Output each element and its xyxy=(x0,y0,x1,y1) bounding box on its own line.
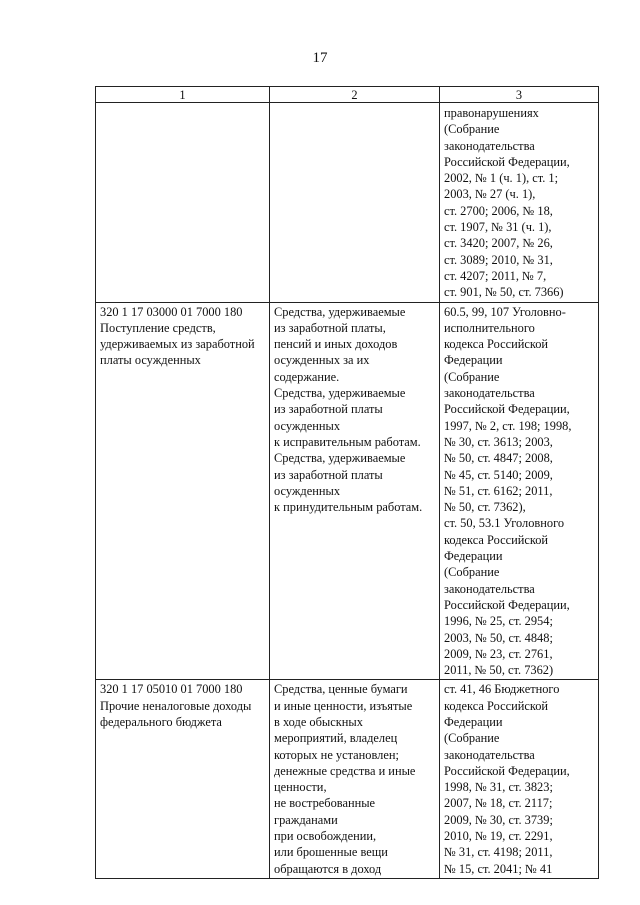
cell-line: мероприятий, владелец xyxy=(274,731,398,746)
cell-line: 2007, № 18, ст. 2117; xyxy=(444,796,553,811)
cell-text xyxy=(100,304,266,369)
cell-line: Федерации xyxy=(444,714,503,729)
cell-line: гражданами xyxy=(274,812,338,827)
cell-line: (Собрание xyxy=(444,565,500,580)
column-header-1: 1 xyxy=(96,87,270,103)
cell-line: ст. 50, 53.1 Уголовного xyxy=(444,516,565,531)
cell-line: кодекса Российской xyxy=(444,698,549,713)
cell-line: кодекса Российской xyxy=(444,532,549,547)
cell-line: ст. 901, № 50, ст. 7366) xyxy=(444,285,564,300)
cell-text xyxy=(444,304,595,679)
cell-line: ценности, xyxy=(274,780,327,795)
cell-line: № 31, ст. 4198; 2011, xyxy=(444,845,553,860)
table-row xyxy=(96,302,599,680)
cell-line: 2003, № 27 (ч. 1), xyxy=(444,187,536,202)
cell-line: (Собрание xyxy=(444,122,500,137)
table-cell-col1 xyxy=(96,302,270,680)
cell-line: к принудительным работам. xyxy=(274,500,423,515)
cell-line: осужденных xyxy=(274,483,341,498)
table-cell-col2 xyxy=(270,302,440,680)
cell-line: в ходе обыскных xyxy=(274,714,363,729)
cell-line: правонарушениях xyxy=(444,106,539,120)
cell-line: 320 1 17 05010 01 7000 180 xyxy=(100,682,243,697)
cell-line: осужденных за их xyxy=(274,353,370,368)
table-cell-col1 xyxy=(96,103,270,303)
cell-line: 2002, № 1 (ч. 1), ст. 1; xyxy=(444,171,559,186)
cell-line: кодекса Российской xyxy=(444,337,549,352)
cell-line: при освобождении, xyxy=(274,829,377,844)
cell-text xyxy=(444,104,595,301)
cell-line: ст. 1907, № 31 (ч. 1), xyxy=(444,220,552,235)
cell-text xyxy=(100,104,266,105)
cell-line: и иные ценности, изъятые xyxy=(274,698,413,713)
cell-text xyxy=(100,681,266,730)
header-row xyxy=(96,87,599,103)
cell-line: федерального бюджета xyxy=(100,714,222,729)
cell-line: из заработной платы, xyxy=(274,320,386,335)
cell-line: Российской Федерации, xyxy=(444,402,570,417)
table-cell-col1 xyxy=(96,680,270,879)
cell-line: удерживаемых из заработной xyxy=(100,337,255,352)
cell-line: законодательства xyxy=(444,386,535,401)
cell-line: № 15, ст. 2041; № 41 xyxy=(444,861,553,876)
cell-line: 320 1 17 03000 01 7000 180 xyxy=(100,304,243,319)
table-cell-col3 xyxy=(440,302,599,680)
page-number: 17 xyxy=(312,50,328,66)
table-cell-col3 xyxy=(440,103,599,303)
cell-line: Средства, ценные бумаги xyxy=(274,682,408,697)
cell-line: Федерации xyxy=(444,549,503,564)
cell-line: или брошенные вещи xyxy=(274,845,388,860)
cell-line: содержание. xyxy=(274,369,340,384)
table-row xyxy=(96,103,599,303)
cell-line: ст. 3089; 2010, № 31, xyxy=(444,252,553,267)
column-header-2: 2 xyxy=(270,87,440,103)
cell-line: ст. 3420; 2007, № 26, xyxy=(444,236,553,251)
cell-line: 1998, № 31, ст. 3823; xyxy=(444,780,553,795)
cell-line: (Собрание xyxy=(444,369,500,384)
cell-text xyxy=(274,681,436,877)
cell-line: которых не установлен; xyxy=(274,747,399,762)
cell-line: Средства, удерживаемые xyxy=(274,386,406,401)
cell-line: Прочие неналоговые доходы xyxy=(100,698,252,713)
cell-line: 2010, № 19, ст. 2291, xyxy=(444,829,553,844)
cell-line: обращаются в доход xyxy=(274,861,382,876)
cell-line: пенсий и иных доходов xyxy=(274,337,398,352)
cell-line: № 50, ст. 7362), xyxy=(444,500,526,515)
cell-line: 2009, № 23, ст. 2761, xyxy=(444,646,553,661)
cell-line: исполнительного xyxy=(444,320,535,335)
cell-line: Средства, удерживаемые xyxy=(274,451,406,466)
cell-line: № 30, ст. 3613; 2003, xyxy=(444,434,553,449)
cell-line: денежные средства и иные xyxy=(274,763,416,778)
cell-line: № 51, ст. 6162; 2011, xyxy=(444,483,553,498)
table-body xyxy=(96,103,599,879)
document-table xyxy=(95,86,599,879)
cell-text xyxy=(274,104,436,105)
table-row xyxy=(96,680,599,879)
cell-line: Российской Федерации, xyxy=(444,763,570,778)
cell-line: к исправительным работам. xyxy=(274,434,421,449)
cell-line: 2011, № 50, ст. 7362) xyxy=(444,663,554,678)
cell-line: законодательства xyxy=(444,138,535,153)
cell-line: платы осужденных xyxy=(100,353,201,368)
cell-line: 2009, № 30, ст. 3739; xyxy=(444,812,553,827)
cell-line: ст. 2700; 2006, № 18, xyxy=(444,203,553,218)
table-cell-col2 xyxy=(270,103,440,303)
table-cell-col3 xyxy=(440,680,599,879)
cell-line: Российской Федерации, xyxy=(444,154,570,169)
table-cell-col2 xyxy=(270,680,440,879)
cell-line: законодательства xyxy=(444,747,535,762)
cell-line: Поступление средств, xyxy=(100,320,216,335)
cell-line: Российской Федерации, xyxy=(444,597,570,612)
cell-line: ст. 4207; 2011, № 7, xyxy=(444,268,547,283)
cell-line: 1996, № 25, ст. 2954; xyxy=(444,614,553,629)
cell-line: (Собрание xyxy=(444,731,500,746)
cell-line: осужденных xyxy=(274,418,341,433)
cell-line: законодательства xyxy=(444,581,535,596)
cell-line: 60.5, 99, 107 Уголовно- xyxy=(444,304,566,319)
cell-text xyxy=(444,681,595,877)
cell-line: 2003, № 50, ст. 4848; xyxy=(444,630,553,645)
column-header-3: 3 xyxy=(440,87,599,103)
cell-line: ст. 41, 46 Бюджетного xyxy=(444,682,560,697)
cell-line: Средства, удерживаемые xyxy=(274,304,406,319)
cell-line: из заработной платы xyxy=(274,467,383,482)
cell-line: № 45, ст. 5140; 2009, xyxy=(444,467,553,482)
cell-line: не востребованные xyxy=(274,796,376,811)
cell-line: из заработной платы xyxy=(274,402,383,417)
cell-line: № 50, ст. 4847; 2008, xyxy=(444,451,553,466)
cell-text xyxy=(274,304,436,516)
cell-line: Федерации xyxy=(444,353,503,368)
cell-line: 1997, № 2, ст. 198; 1998, xyxy=(444,418,572,433)
